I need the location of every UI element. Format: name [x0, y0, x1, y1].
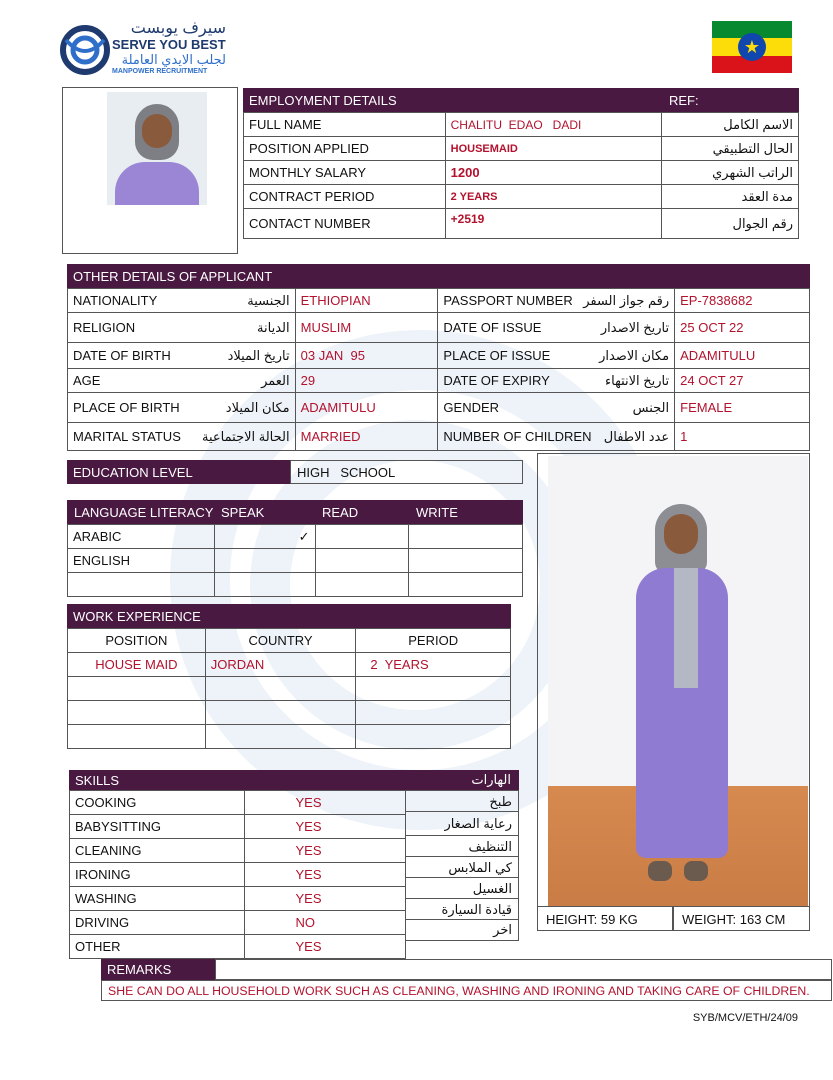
country-column-header: COUNTRY: [205, 629, 356, 653]
row-label: NUMBER OF CHILDREN: [443, 428, 592, 444]
flag-emblem-icon: ★: [738, 33, 766, 61]
skill-value: YES: [245, 839, 406, 863]
row-label-arabic: رقم الجوال: [662, 209, 799, 239]
table-row: [68, 369, 810, 393]
table-row: [70, 863, 406, 887]
row-label-arabic: الجنس: [632, 399, 670, 415]
row-label: POSITION APPLIED: [244, 137, 446, 161]
salary-value: 1200: [445, 161, 662, 185]
skill-name-arabic: طبخ: [405, 791, 518, 812]
table-row: [244, 209, 799, 239]
table-row: [244, 185, 799, 209]
speak-header: SPEAK: [221, 504, 265, 520]
read-cell: [315, 549, 409, 573]
logo-arabic-sub: لجلب الايدي العاملة: [121, 52, 226, 67]
table-row: [68, 701, 511, 725]
portrait-photo: [107, 92, 207, 205]
row-label-arabic: مكان الميلاد: [225, 399, 290, 415]
skills-arabic-column: [405, 790, 519, 941]
date-of-expiry-value: 24 OCT 27: [675, 369, 810, 393]
skill-name-arabic: اخر: [493, 922, 512, 937]
speak-check: ✓: [214, 525, 315, 549]
table-row: [244, 161, 799, 185]
row-label: AGE: [73, 372, 101, 388]
skill-name: IRONING: [70, 863, 245, 887]
employment-details-header: [243, 88, 799, 112]
remarks-text: SHE CAN DO ALL HOUSEHOLD WORK SUCH AS CLEANING, WASHING AND IRONING AND TAKING CARE OF CHILDREN.: [101, 980, 832, 1001]
logo-tagline: MANPOWER RECRUITMENT: [112, 68, 208, 75]
table-row: [68, 549, 523, 573]
row-label-arabic: مدة العقد: [662, 185, 799, 209]
skills-title-arabic: الهارات: [471, 772, 511, 787]
skill-name: WASHING: [70, 887, 245, 911]
row-label: MARITAL STATUS: [73, 428, 181, 444]
row-label: DATE OF ISSUE: [443, 319, 542, 335]
table-row: [70, 911, 406, 935]
skill-name-arabic: الغسيل: [405, 878, 518, 899]
row-label: NATIONALITY: [73, 292, 158, 308]
company-logo: [58, 18, 228, 82]
row-label-arabic: عدد الاطفال: [603, 428, 670, 444]
row-label: FULL NAME: [244, 113, 446, 137]
gender-value: FEMALE: [675, 393, 810, 423]
other-details-table: [67, 288, 810, 451]
religion-value: MUSLIM: [295, 313, 438, 343]
skill-name: COOKING: [70, 791, 245, 815]
row-label: PLACE OF ISSUE: [443, 347, 551, 363]
table-row: [68, 343, 810, 369]
row-label: MONTHLY SALARY: [244, 161, 446, 185]
height-cell: HEIGHT: 59 KG: [537, 906, 673, 931]
full-name-value: CHALITU EDAO DADI: [445, 113, 662, 137]
row-label-arabic: الجنسية: [247, 292, 290, 308]
ref-label: REF:: [669, 92, 699, 108]
portrait-photo-frame: [62, 87, 238, 254]
remarks-header-row: [215, 959, 832, 980]
row-label-arabic: العمر: [261, 372, 290, 388]
skill-value: YES: [245, 791, 406, 815]
table-row: [68, 393, 810, 423]
ethiopia-flag: [712, 21, 792, 73]
logo-emblem-icon: [58, 22, 112, 78]
table-row: [68, 677, 511, 701]
skill-name-arabic: كي الملابس: [405, 857, 518, 878]
date-of-birth-value: 03 JAN 95: [295, 343, 438, 369]
row-label-arabic: تاريخ الميلاد: [227, 347, 290, 363]
skill-value: YES: [245, 863, 406, 887]
work-country-value: JORDAN: [205, 653, 356, 677]
skill-value: YES: [245, 935, 406, 959]
skill-name: BABYSITTING: [70, 815, 245, 839]
row-label-arabic: الحالة الاجتماعية: [202, 428, 290, 444]
education-level-label: EDUCATION LEVEL: [67, 460, 290, 484]
table-row: [70, 791, 406, 815]
row-label: RELIGION: [73, 319, 136, 335]
work-period-value: 2 YEARS: [356, 653, 511, 677]
passport-number-value: EP-7838682: [675, 289, 810, 313]
employment-details-table: [243, 112, 799, 239]
write-cell: [409, 525, 523, 549]
row-label: DATE OF EXPIRY: [443, 372, 550, 388]
table-row: [244, 113, 799, 137]
language-name: ARABIC: [68, 525, 215, 549]
row-label-arabic: تاريخ الانتهاء: [605, 372, 670, 388]
skills-title: SKILLS: [75, 772, 120, 788]
nationality-value: ETHIOPIAN: [295, 289, 438, 313]
skill-name-arabic: رعاية الصغار: [405, 812, 518, 836]
row-label: CONTACT NUMBER: [244, 209, 446, 239]
skill-value: YES: [245, 815, 406, 839]
row-label-arabic: الديانة: [257, 319, 290, 335]
row-label: PLACE OF BIRTH: [73, 399, 180, 415]
skill-name-arabic: قيادة السيارة: [405, 899, 518, 920]
skill-name: CLEANING: [70, 839, 245, 863]
skills-header: [69, 770, 519, 790]
period-column-header: PERIOD: [356, 629, 511, 653]
read-header: READ: [322, 504, 359, 520]
contract-period-value: 2 YEARS: [445, 185, 662, 209]
full-body-photo: [548, 456, 808, 906]
other-details-header: [67, 264, 810, 288]
marital-status-value: MARRIED: [295, 423, 438, 451]
weight-cell: WEIGHT: 163 CM: [673, 906, 810, 931]
remarks-title: REMARKS: [107, 962, 172, 977]
table-row: [68, 653, 511, 677]
table-row: [70, 839, 406, 863]
language-table: [67, 524, 523, 597]
read-cell: [315, 525, 409, 549]
work-experience-header: [67, 604, 511, 628]
row-label-arabic: الحال التطبيقي: [662, 137, 799, 161]
table-row: [70, 887, 406, 911]
language-literacy-title: LANGUAGE LITERACY: [74, 504, 214, 520]
logo-arabic: سيرف يوبست: [130, 20, 226, 37]
write-header: WRITE: [416, 504, 458, 520]
table-row: [68, 313, 810, 343]
children-value: 1: [675, 423, 810, 451]
table-row: [68, 289, 810, 313]
full-body-photo-frame: [537, 453, 810, 907]
row-label: CONTRACT PERIOD: [244, 185, 446, 209]
table-row: [68, 423, 810, 451]
table-row: [68, 525, 523, 549]
table-row: [68, 629, 511, 653]
other-details-title: OTHER DETAILS OF APPLICANT: [73, 268, 273, 284]
row-label: PASSPORT NUMBER: [443, 292, 573, 308]
place-of-birth-value: ADAMITULU: [295, 393, 438, 423]
skill-value: NO: [245, 911, 406, 935]
skill-name: OTHER: [70, 935, 245, 959]
position-value: HOUSEMAID: [445, 137, 662, 161]
work-position-value: HOUSE MAID: [68, 653, 206, 677]
row-label-arabic: رقم جواز السفر: [583, 292, 670, 308]
row-label: GENDER: [443, 399, 500, 415]
row-label-arabic: الاسم الكامل: [662, 113, 799, 137]
write-cell: [409, 549, 523, 573]
employment-details-title: EMPLOYMENT DETAILS: [249, 92, 397, 108]
row-label: DATE OF BIRTH: [73, 347, 171, 363]
skills-table: [69, 790, 406, 959]
skill-value: YES: [245, 887, 406, 911]
language-name: ENGLISH: [68, 549, 215, 573]
row-label-arabic: تاريخ الاصدار: [600, 319, 670, 335]
contact-number-value: +2519: [445, 209, 662, 239]
table-row: [70, 935, 406, 959]
table-row: [70, 815, 406, 839]
row-label-arabic: مكان الاصدار: [599, 347, 670, 363]
row-label-arabic: الراتب الشهري: [662, 161, 799, 185]
position-column-header: POSITION: [68, 629, 206, 653]
speak-cell: [214, 549, 315, 573]
date-of-issue-value: 25 OCT 22: [675, 313, 810, 343]
skill-name: DRIVING: [70, 911, 245, 935]
logo-name: SERVE YOU BEST: [112, 37, 226, 52]
language-header: [67, 500, 523, 524]
skill-name-arabic: التنظيف: [405, 836, 518, 857]
document-reference: SYB/MCV/ETH/24/09: [692, 1012, 798, 1024]
table-row: [244, 137, 799, 161]
education-level-value: HIGH SCHOOL: [290, 460, 523, 484]
age-value: 29: [295, 369, 438, 393]
table-row: [68, 725, 511, 749]
remarks-header: [101, 959, 215, 980]
work-experience-title: WORK EXPERIENCE: [73, 608, 201, 624]
table-row: [68, 573, 523, 597]
work-experience-table: [67, 628, 511, 749]
place-of-issue-value: ADAMITULU: [675, 343, 810, 369]
